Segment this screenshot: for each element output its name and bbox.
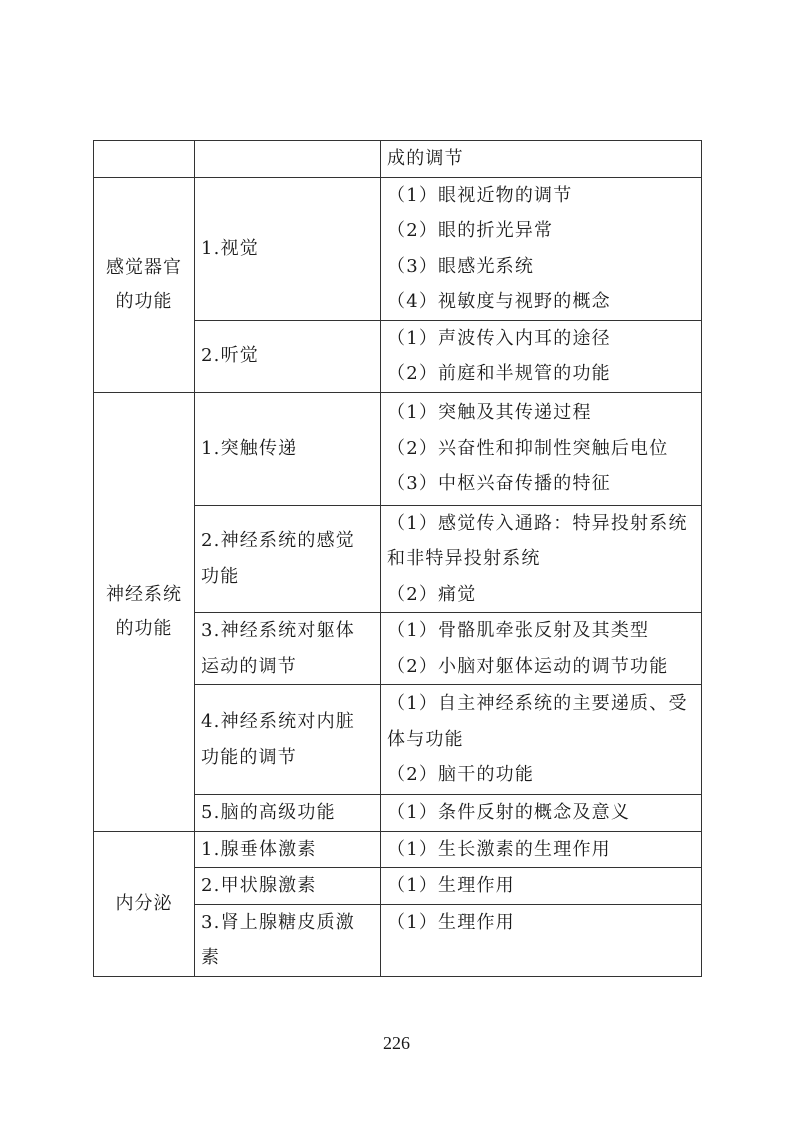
content-item: （1）突触及其传递过程 [387, 402, 592, 424]
subtopic-cell: 3.肾上腺糖皮质激素 [195, 904, 381, 976]
topic-cell [94, 141, 195, 178]
subtopic-cell: 2.神经系统的感觉功能 [195, 505, 381, 613]
content-cell [381, 685, 702, 795]
table-row [94, 831, 702, 868]
content-cell [381, 868, 702, 905]
content-item: （1）生理作用 [387, 875, 515, 896]
content-item: （1）感觉传入通路：特异投射系统和非特异投射系统 [387, 512, 688, 569]
subtopic-cell [195, 141, 381, 178]
topic-cell: 内分泌 [94, 831, 195, 976]
content-item: （3）中枢兴奋传播的特征 [387, 473, 611, 495]
subtopic-cell: 1.突触传递 [195, 392, 381, 505]
table-row [94, 177, 702, 320]
content-cell [381, 320, 702, 392]
content-cell [381, 177, 702, 320]
content-item: （1）生理作用 [387, 911, 515, 933]
content-cell [381, 392, 702, 505]
content-item: （1）眼视近物的调节 [387, 184, 573, 206]
topic-cell: 感觉器官的功能 [94, 177, 195, 392]
content-item: 成的调节 [387, 148, 464, 169]
table-row [94, 141, 702, 178]
content-item: （1）骨骼肌牵张反射及其类型 [387, 620, 650, 641]
content-cell [381, 141, 702, 178]
subtopic-cell: 1.视觉 [195, 177, 381, 320]
content-item: （2）兴奋性和抑制性突触后电位 [387, 437, 669, 459]
subtopic-cell: 2.听觉 [195, 320, 381, 392]
content-cell [381, 795, 702, 832]
content-item: （1）声波传入内耳的途径 [387, 327, 611, 349]
content-cell [381, 904, 702, 976]
table-row [94, 392, 702, 505]
content-cell [381, 505, 702, 613]
content-item: （2）前庭和半规管的功能 [387, 363, 611, 384]
subtopic-cell: 1.腺垂体激素 [195, 831, 381, 868]
page-number: 226 [383, 1033, 410, 1053]
content-item: （2）脑干的功能 [387, 764, 535, 786]
syllabus-table [93, 140, 702, 977]
content-item: （4）视敏度与视野的概念 [387, 291, 611, 312]
subtopic-cell: 2.甲状腺激素 [195, 868, 381, 905]
content-item: （1）条件反射的概念及意义 [387, 802, 631, 823]
subtopic-cell: 5.脑的高级功能 [195, 795, 381, 832]
topic-cell: 神经系统的功能 [94, 392, 195, 831]
content-cell [381, 831, 702, 868]
subtopic-cell: 3.神经系统对躯体运动的调节 [195, 613, 381, 685]
content-item: （1）生长激素的生理作用 [387, 838, 611, 860]
content-cell [381, 613, 702, 685]
content-item: （3）眼感光系统 [387, 255, 535, 277]
subtopic-cell: 4.神经系统对内脏功能的调节 [195, 685, 381, 795]
content-item: （2）痛觉 [387, 583, 477, 605]
content-item: （1）自主神经系统的主要递质、受体与功能 [387, 693, 688, 750]
content-item: （2）眼的折光异常 [387, 220, 554, 241]
content-item: （2）小脑对躯体运动的调节功能 [387, 655, 669, 677]
